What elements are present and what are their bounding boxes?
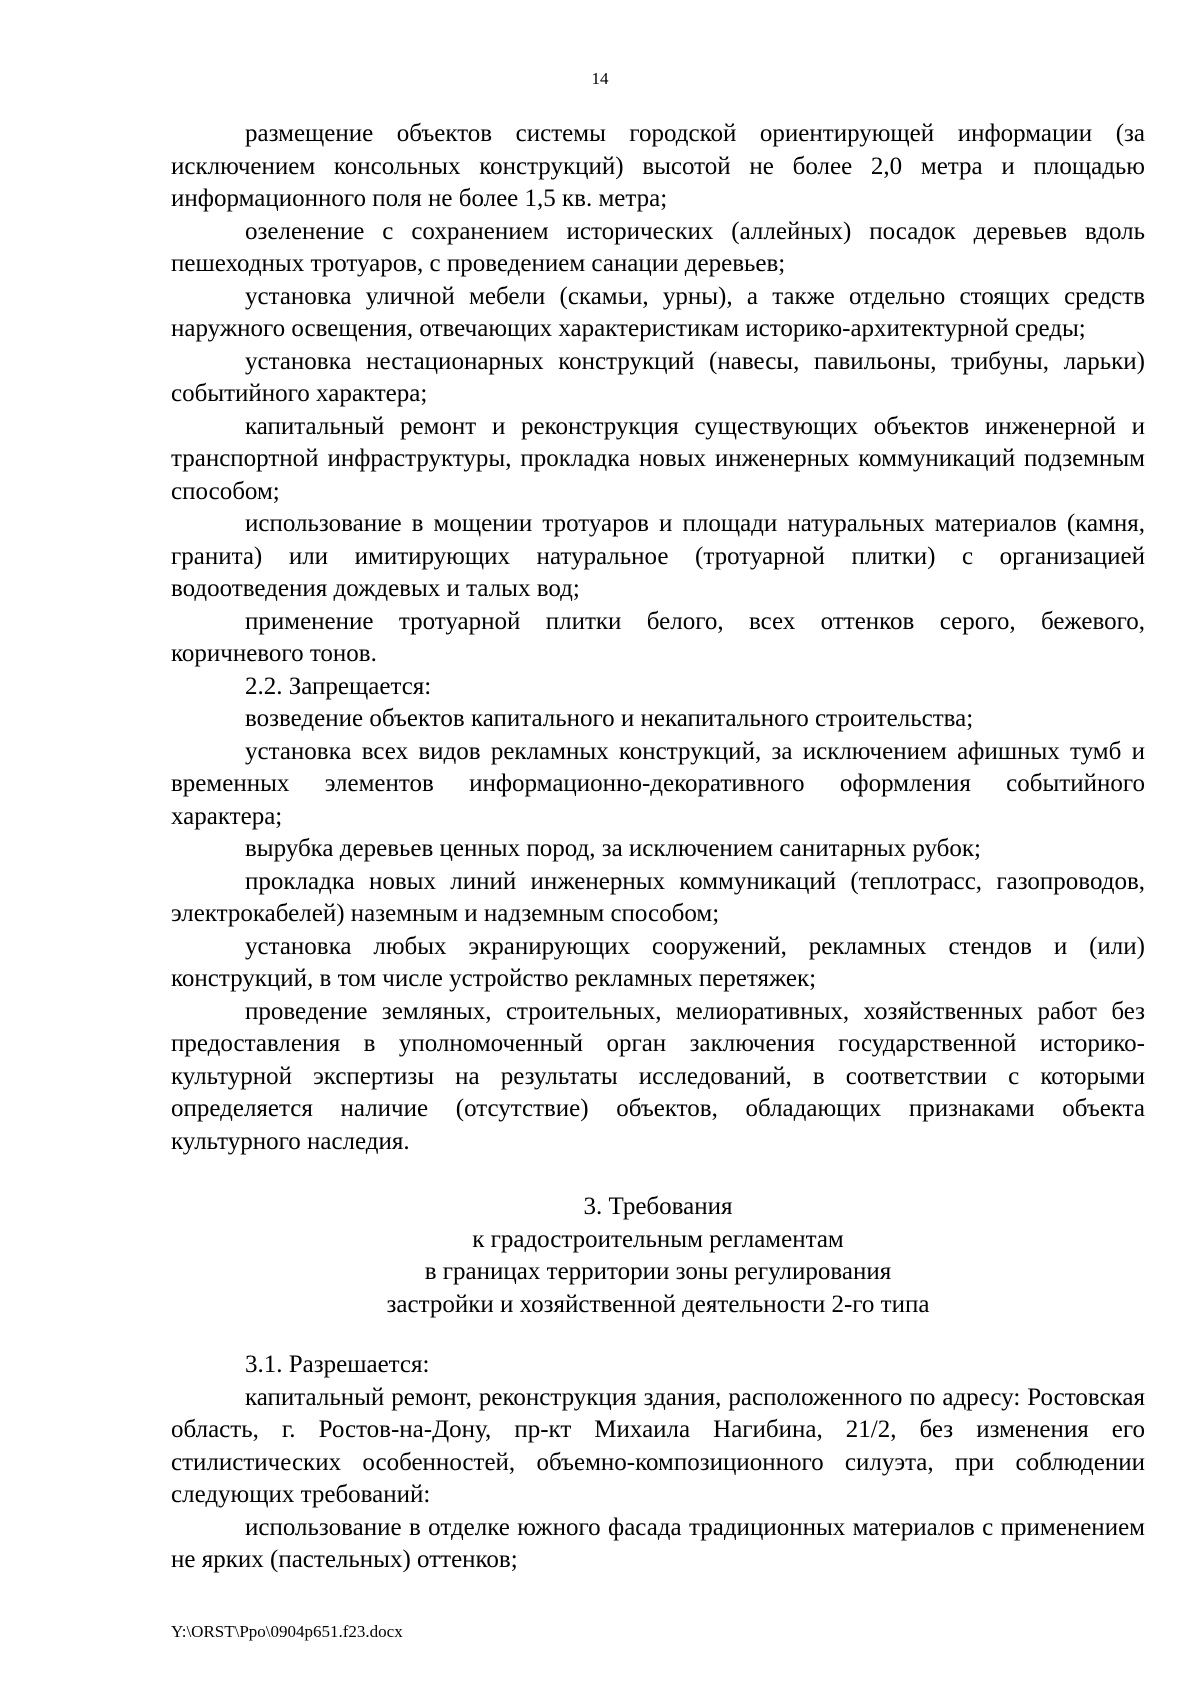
paragraph: установка нестационарных конструкций (навесы, павильоны, трибуны, ларьки) событийного характера; [171,347,1145,407]
document-body [171,118,1145,1577]
footer-file-path: Y:\ORST\Ppo\0904p651.f23.docx [171,1622,403,1641]
section-heading-line: застройки и хозяйственной деятельности 2-го типа [386,1290,930,1318]
paragraph: установка уличной мебели (скамьи, урны), а также отдельно стоящих средств наружного освещения, отвечающих характеристикам историко-архитектурной среды; [171,282,1145,342]
paragraph: озеленение с сохранением исторических (аллейных) посадок деревьев вдоль пешеходных тротуаров, с проведением санации деревьев; [171,217,1145,277]
paragraph: капитальный ремонт и реконструкция существующих объектов инженерной и транспортной инфраструктуры, прокладка новых инженерных коммуникаций подземным способом; [171,412,1145,505]
paragraph: использование в отделке южного фасада традиционных материалов с применением не ярких (пастельных) оттенков; [171,1513,1145,1573]
section-heading [171,1191,1145,1321]
paragraph: проведение земляных, строительных, мелиоративных, хозяйственных работ без предоставления в уполномоченный орган заключения государственной историко-культурной экспертизы на результаты исследований, в соответствии с которыми определяется наличие (отсутствие) объектов, обладающих признаками объекта культурного наследия. [171,997,1145,1155]
clause-heading: 3.1. Разрешается: [245,1351,430,1378]
paragraph: установка любых экранирующих сооружений, рекламных стендов и (или) конструкций, в том числе устройство рекламных перетяжек; [171,932,1145,992]
section-heading-line: 3. Требования [583,1193,733,1220]
clause-heading: 2.2. Запрещается: [245,672,432,700]
page-number: 14 [591,69,609,88]
section-heading-line: в границах территории зоны регулирования [424,1258,892,1285]
paragraph: применение тротуарной плитки белого, всех оттенков серого, бежевого, коричневого тонов. [171,607,1145,667]
section-heading-line: к градостроительным регламентам [472,1225,844,1253]
paragraph: прокладка новых линий инженерных коммуникаций (теплотрасс, газопроводов, электрокабелей) наземным и надземным способом; [171,867,1145,927]
paragraph: установка всех видов рекламных конструкций, за исключением афишных тумб и временных элементов информационно-декоративного оформления событийного характера; [171,737,1145,830]
paragraph: капитальный ремонт, реконструкция здания, расположенного по адресу: Ростовская область, г. Ростов-на-Дону, пр-кт Михаила Нагибина, 21/2, без изменения его стилистических особенностей, объемно-композиционного силуэта, при соблюдении следующих требований: [171,1383,1145,1508]
paragraph: вырубка деревьев ценных пород, за исключением санитарных рубок; [245,835,981,862]
paragraph: размещение объектов системы городской ориентирующей информации (за исключением консольных конструкций) высотой не более 2,0 метра и площадью информационного поля не более 1,5 кв. метра; [171,120,1145,212]
paragraph: использование в мощении тротуаров и площади натуральных материалов (камня, гранита) или имитирующих натуральное (тротуарной плитки) с организацией водоотведения дождевых и талых вод; [171,510,1145,602]
paragraph: возведение объектов капитального и некапитального строительства; [245,705,974,732]
